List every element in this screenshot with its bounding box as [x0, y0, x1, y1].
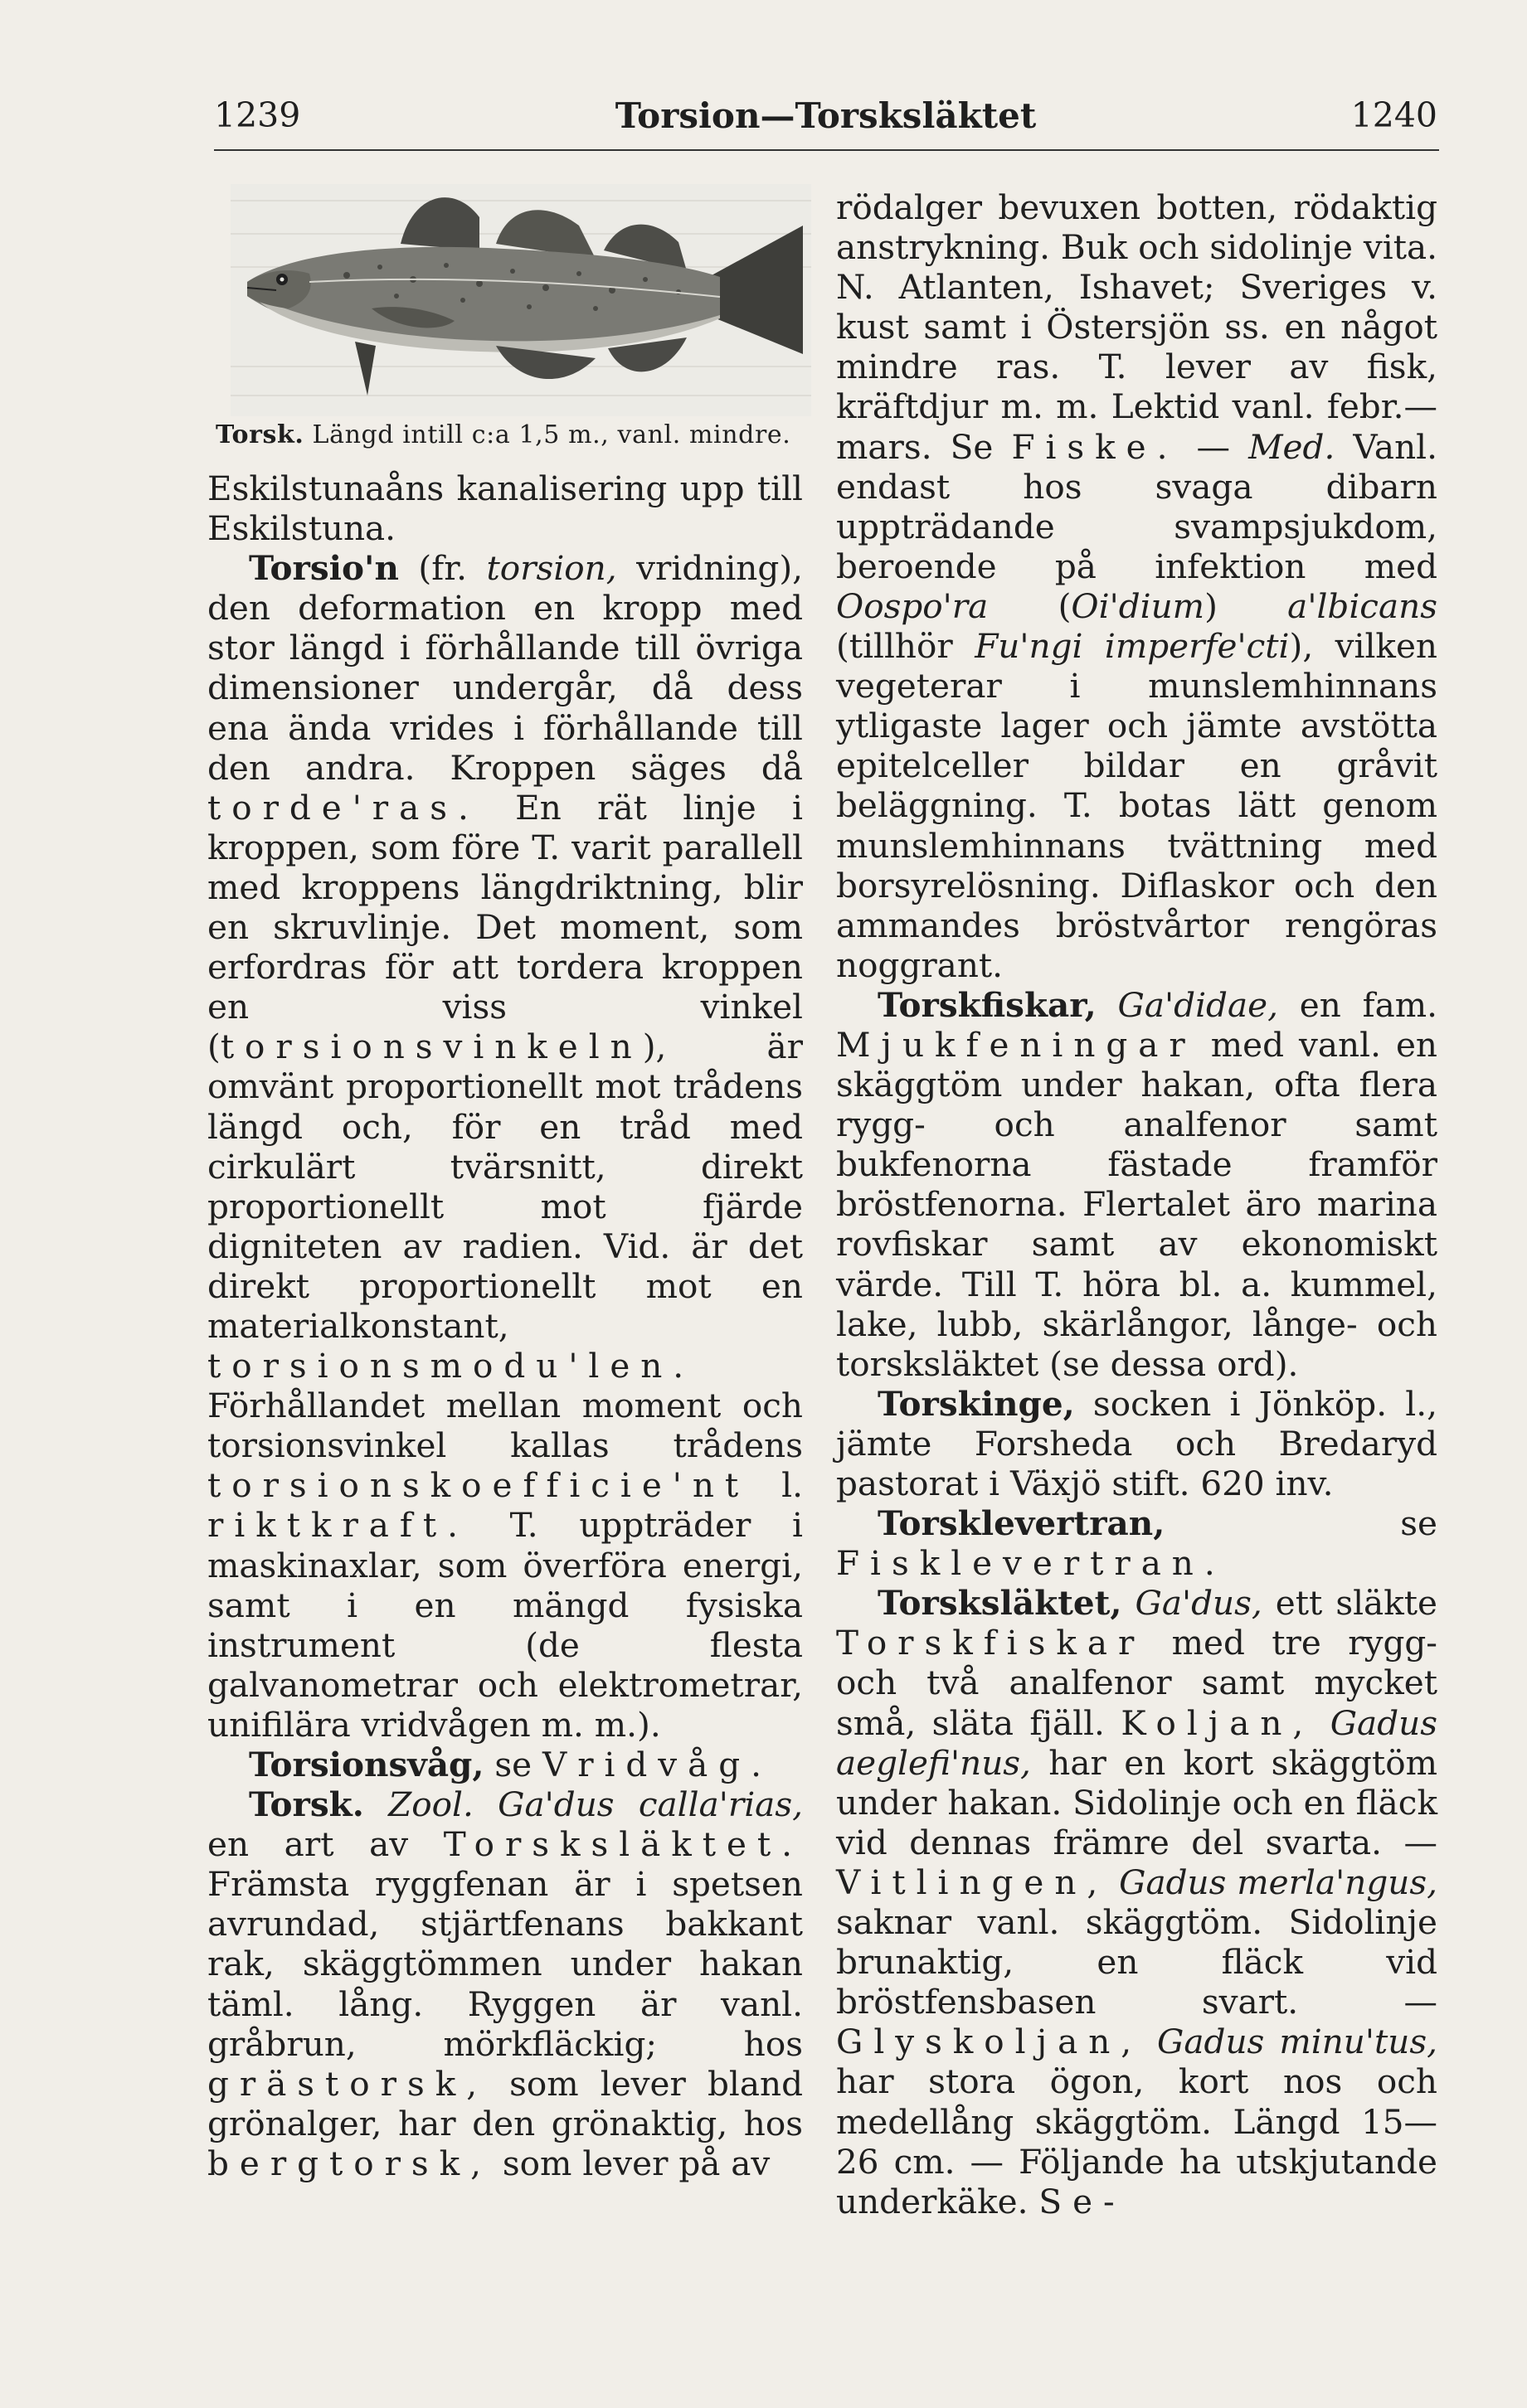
caption-name: Torsk.	[216, 420, 304, 449]
entry-text: En rät linje i kroppen, som före T. varit parallell med kroppens längdriktning, blir en skruvlinje. Det moment, som erfordras för att tordera kroppen en viss vinkel (	[207, 787, 803, 1067]
entry-torsk	[207, 1784, 803, 2183]
entry-text: l.	[749, 1465, 803, 1506]
headword: Torsionsvåg,	[249, 1745, 484, 1784]
entry-italic: Oi'dium	[1071, 585, 1205, 626]
left-column	[207, 184, 803, 2183]
entry-text: (fr.	[398, 548, 487, 589]
spaced-term: Vridvåg.	[542, 1745, 772, 1784]
entry-text: (tillhör	[836, 626, 975, 667]
entry-italic: Zool. Ga'dus calla'rias,	[363, 1784, 803, 1825]
entry-text: rödalger bevuxen botten, rödaktig anstrykning. Buk och sidolinje vita. N. Atlanten, Ishavet; Sveriges v. kust samt i Östersjön ss. en något mindre ras. T. lever av fisk, kräftdjur m. m. Lektid vanl. febr.—mars. Se	[836, 187, 1437, 467]
entry-text: har stora ögon, kort nos och medellång skäggtöm. Längd 15—26 cm. — Följande ha utskjutande underkäke.	[836, 2061, 1437, 2221]
spaced-term: Mjukfeningar	[836, 1024, 1196, 1065]
spaced-term: Vitlingen,	[836, 1862, 1109, 1902]
headword: Torsio'n	[249, 548, 399, 589]
spaced-term: Koljan,	[1121, 1702, 1315, 1743]
entry-italic: a'lbicans	[1287, 585, 1437, 626]
entry-text: som lever bland grönalger, har den grönaktig, hos	[207, 2063, 803, 2143]
entry-italic: Ga'dus,	[1121, 1583, 1262, 1624]
entry-text: vridning), den deformation en kropp med stor längd i förhållande till övriga dimensioner undergår, då dess ena ända vrides i förhållande till den andra. Kroppen säges då	[207, 548, 803, 788]
entry-italic: Oospo'ra	[836, 585, 989, 626]
cod-figure	[231, 184, 826, 416]
spaced-term: Torskfiskar	[836, 1623, 1145, 1663]
entry-text: ), är omvänt proportionellt mot trådens längd och, för en tråd med cirkulärt tvärsnitt, direkt proportionellt mot fjärde digniteten av radien. Vid. är det direkt proportionellt mot en materialkonstant,	[207, 1027, 803, 1346]
entry-torskslaktet	[836, 1583, 1437, 2221]
entry-torsk-continued	[836, 187, 1437, 985]
entry-italic: Gadus aeglefi'nus,	[836, 1702, 1437, 1783]
entry-continuation: Eskilstunaåns kanalisering upp till Eskilstuna.	[207, 468, 803, 549]
entry-italic: Med.	[1248, 426, 1335, 467]
spaced-term: Torsksläktet.	[443, 1824, 803, 1865]
headword: Torskinge,	[878, 1383, 1075, 1424]
entry-italic: Ga'didae,	[1096, 984, 1278, 1025]
entry-italic: torsion,	[486, 548, 617, 589]
headword: Torsksläktet,	[878, 1583, 1122, 1624]
entry-torsion	[207, 548, 803, 1745]
entry-text: se	[484, 1745, 542, 1784]
entry-text: se	[1165, 1503, 1437, 1544]
entry-torskinge	[836, 1384, 1437, 1503]
spaced-term: Fisklevertran.	[836, 1543, 1226, 1584]
entry-text: Främsta ryggfenan är i spetsen avrundad, stjärtfenans bakkant rak, skäggtömmen under hakan täml. lång. Ryggen är vanl. gråbrun, mörkfläckig; hos	[207, 1864, 803, 2064]
spaced-term: grästorsk,	[207, 2063, 489, 2104]
entry-italic: Fu'ngi imperfe'cti	[975, 626, 1290, 667]
entry-text: T. uppträder i maskinaxlar, som överföra energi, samt i en mängd fysiska instrument (de flesta galvanometrar och elektrometrar, unifilära vridvågen m. m.).	[207, 1505, 803, 1745]
headword: Torsklevertran,	[878, 1503, 1165, 1544]
entry-text: en fam.	[1277, 984, 1438, 1025]
entry-torskfiskar	[836, 985, 1437, 1384]
entry-text: Vanl. endast hos svaga dibarn uppträdande svampsjukdom, beroende på infektion med	[836, 426, 1437, 586]
entry-text: med tre rygg- och två analfenor samt mycket små, släta fjäll.	[836, 1623, 1437, 1743]
spaced-term: torsionsmodu'len.	[207, 1346, 695, 1386]
spaced-term: riktkraft.	[207, 1505, 469, 1546]
entry-text: saknar vanl. skäggtöm. Sidolinje brunaktig, en fläck vid bröstfensbasen svart. —	[836, 1902, 1437, 2022]
spaced-term: bergtorsk,	[207, 2143, 492, 2183]
spaced-term: torsionsvinkeln	[220, 1027, 643, 1067]
entry-text: ), vilken vegeterar i munslemhinnans ytligaste lager och jämte avstötta epitelceller bildar en gråvit beläggning. T. botas lätt genom munslemhinnans tvättning med borsyrelösning. Diflaskor och den ammandes bröstvårtor rengöras noggrant.	[836, 626, 1437, 985]
entry-text: som lever på av	[492, 2143, 771, 2183]
entry-italic: Gadus minu'tus,	[1142, 2022, 1437, 2062]
page-header	[214, 90, 1437, 141]
headword: Torskfiskar,	[878, 984, 1097, 1025]
header-rule	[214, 149, 1439, 151]
entry-text: en art av	[207, 1824, 444, 1865]
caption-text: Längd intill c:a 1,5 m., vanl. mindre.	[304, 420, 791, 449]
entry-text: Förhållandet mellan moment och torsionsvinkel kallas trådens	[207, 1386, 803, 1466]
running-title: Torsion—Torsksläktet	[615, 95, 1037, 136]
headword: Torsk.	[249, 1784, 364, 1825]
entry-torsionsvag	[207, 1745, 803, 1784]
spaced-term: torde'ras.	[207, 787, 479, 828]
figure-caption	[216, 421, 803, 449]
spaced-term: Fiske.	[1011, 426, 1179, 467]
page-number-left: 1239	[214, 95, 301, 135]
page-number-right: 1240	[1350, 95, 1437, 135]
cod-fish-illustration	[231, 184, 811, 416]
entry-text: —	[1178, 426, 1249, 467]
entry-text: ett släkte	[1262, 1583, 1437, 1624]
right-column	[836, 187, 1437, 2221]
entry-italic: Gadus merla'ngus,	[1108, 1862, 1437, 1902]
spaced-term: torsionskoefficie'nt	[207, 1465, 750, 1506]
entry-text: med vanl. en skäggtöm under hakan, ofta flera rygg- och analfenor samt bukfenorna fästade framför bröstfenorna. Flertalet äro marina rovfiskar samt av ekonomiskt värde. Till T. höra bl. a. kummel, lake, lubb, skärlångor, långe- och torsksläktet (se dessa ord).	[836, 1024, 1437, 1384]
entry-text: socken i Jönköp. l., jämte Forsheda och Bredaryd pastorat i Växjö stift. 620 inv.	[836, 1383, 1437, 1503]
entry-torsklevertran	[836, 1503, 1437, 1583]
spaced-term: Se-	[1038, 2181, 1126, 2221]
spaced-term: Glyskoljan,	[836, 2022, 1143, 2062]
entry-text: )	[1204, 585, 1288, 626]
entry-text: har en kort skäggtöm under hakan. Sidolinje och en fläck vid dennas främre del svarta. —	[836, 1742, 1437, 1862]
entry-text: (	[988, 585, 1072, 626]
